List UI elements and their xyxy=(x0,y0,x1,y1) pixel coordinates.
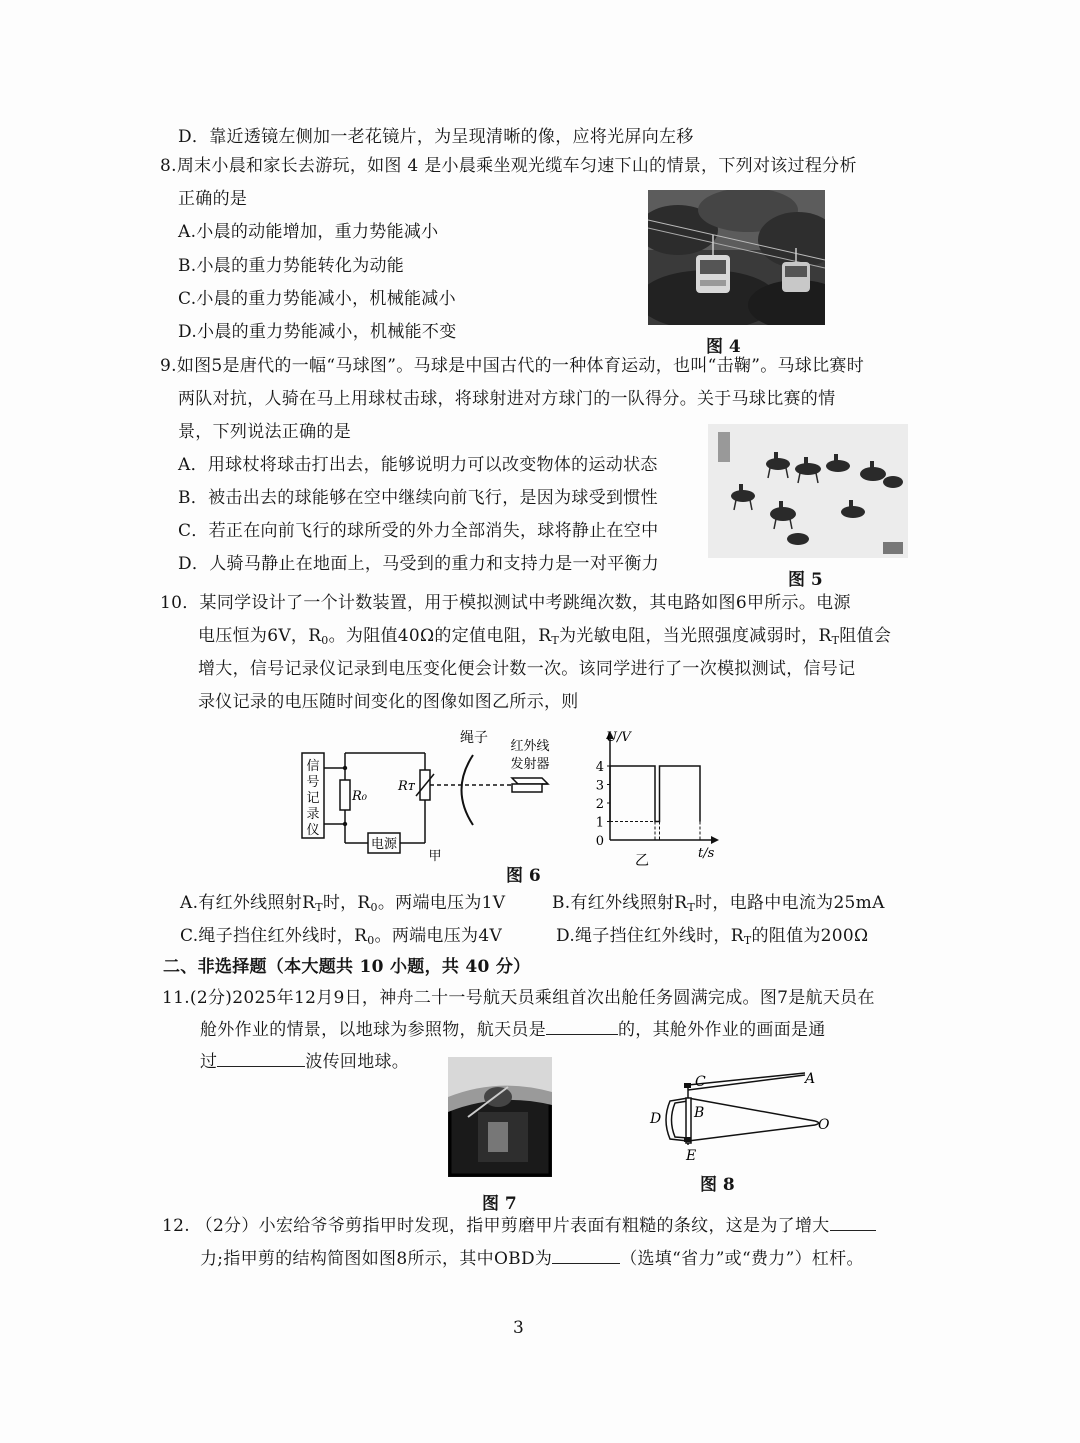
q10-stem-line2: 电压恒为6V，$R_0$。为阻值40Ω的定值电阻，$R_T$为光敏电阻，当光照强度减弱时，$R_T$阻值会 xyxy=(198,626,892,647)
q8-stem-line2: 正确的是 xyxy=(178,189,248,209)
q8-option-b: B.小晨的重力势能转化为动能 xyxy=(178,256,405,276)
emitter-label-1: 红外线 xyxy=(510,739,550,754)
recorder-char: 记 xyxy=(306,791,320,806)
fig6-circuit-diagram xyxy=(290,720,570,870)
y-axis-label: U/V xyxy=(606,730,631,745)
q11-stem-line1: 11.(2分)2025年12月9日，神舟二十一号航天员乘组首次出舱任务圆满完成。图7是航天员在 xyxy=(162,988,875,1008)
q10-stem-line1: 10．某同学设计了一个计数装置，用于模拟测试中考跳绳次数，其电路如图6甲所示。电源 xyxy=(160,593,851,613)
y-tick-label: 0 xyxy=(595,834,604,849)
astronaut-photo xyxy=(448,1057,552,1177)
y-tick-label: 2 xyxy=(595,797,604,812)
yi-label: 乙 xyxy=(635,853,649,869)
q9-stem-line2: 两队对抗，人骑在马上用球杖击球，将球射进对方球门的一队得分。关于马球比赛的情 xyxy=(178,389,836,409)
q8-stem-line1: 8.周末小晨和家长去游玩，如图 4 是小晨乘坐观光缆车匀速下山的情景，下列对该过程分析 xyxy=(160,156,857,176)
q12-stem-line1: 12. （2分）小宏给爷爷剪指甲时发现，指甲剪磨甲片表面有粗糙的条纹，这是为了增大 xyxy=(162,1216,876,1236)
q10-option-c: C.绳子挡住红外线时，$R_0$。两端电压为4V xyxy=(180,926,503,947)
q10-stem-line4: 录仪记录的电压随时间变化的图像如图乙所示，则 xyxy=(198,692,579,712)
label-a: A xyxy=(805,1071,816,1087)
fig6-voltage-graph xyxy=(580,725,730,870)
fig6-caption: 图 6 xyxy=(506,866,541,886)
q11-stem-line2: 舱外作业的情景，以地球为参照物，航天员是 的，其舱外作业的画面是通 xyxy=(200,1020,826,1040)
q10-option-b: B.有红外线照射$R_T$时，电路中电流为25mA xyxy=(552,893,885,914)
q9-option-d: D．人骑马静止在地面上，马受到的重力和支持力是一对平衡力 xyxy=(178,554,660,574)
polo-painting xyxy=(708,424,908,558)
q9-option-b: B．被击出去的球能够在空中继续向前飞行，是因为球受到惯性 xyxy=(178,488,658,508)
x-axis-label: t/s xyxy=(698,846,715,861)
q9-stem-line1: 9.如图5是唐代的一幅“马球图”。马球是中国古代的一种体育运动，也叫“击鞠”。马球比赛时 xyxy=(160,356,864,376)
recorder-char: 号 xyxy=(306,775,320,790)
y-tick-label: 3 xyxy=(595,778,604,794)
fig5-caption: 图 5 xyxy=(788,570,823,590)
q12-blank-1 xyxy=(830,1230,876,1231)
recorder-char: 仪 xyxy=(306,823,320,838)
section2-title: 二、非选择题（本大题共 10 小题，共 40 分） xyxy=(163,957,531,977)
q12-stem-line2: 力;指甲剪的结构简图如图8所示，其中OBD为 （选填“省力”或“费力”）杠杆。 xyxy=(200,1249,864,1269)
q11-blank-2 xyxy=(217,1066,305,1067)
q8-option-a: A.小晨的动能增加，重力势能减小 xyxy=(178,222,439,242)
y-tick-label: 1 xyxy=(595,815,604,831)
label-b: B xyxy=(694,1105,705,1121)
rope-label: 绳子 xyxy=(460,730,488,746)
q8-option-c: C.小晨的重力势能减小，机械能减小 xyxy=(178,289,456,309)
q10-option-d: D.绳子挡住红外线时，$R_T$的阻值为200Ω xyxy=(556,926,869,947)
fig8-nail-clipper-diagram xyxy=(640,1065,840,1165)
emitter-label-2: 发射器 xyxy=(510,757,550,772)
q7-option-d: D．靠近透镜左侧加一老花镜片，为呈现清晰的像，应将光屏向左移 xyxy=(178,127,694,147)
q10-option-a: A.有红外线照射$R_T$时，$R_0$。两端电压为1V xyxy=(180,893,506,914)
q9-option-c: C．若正在向前飞行的球所受的外力全部消失，球将静止在空中 xyxy=(178,521,659,541)
recorder-char: 录 xyxy=(306,807,320,822)
q9-option-a: A．用球杖将球击打出去，能够说明力可以改变物体的运动状态 xyxy=(178,455,658,475)
page-number: 3 xyxy=(513,1318,525,1338)
fig8-caption: 图 8 xyxy=(700,1175,735,1195)
label-e: E xyxy=(686,1148,697,1164)
label-d: D xyxy=(650,1111,662,1127)
fig7-caption: 图 7 xyxy=(482,1194,517,1214)
voltage-series-line xyxy=(610,766,700,822)
q11-stem-line3: 过 波传回地球。 xyxy=(200,1052,410,1072)
jia-label: 甲 xyxy=(428,849,442,864)
cable-car-photo xyxy=(648,190,825,325)
x-axis-arrow xyxy=(711,836,719,844)
power-label: 电源 xyxy=(370,837,398,852)
q9-stem-line3: 景，下列说法正确的是 xyxy=(178,422,351,442)
rt-label: Rᴛ xyxy=(398,779,415,794)
fig4-caption: 图 4 xyxy=(706,337,741,357)
label-c: C xyxy=(695,1074,706,1090)
r0-label: R₀ xyxy=(352,789,367,804)
y-tick-label: 4 xyxy=(595,760,604,775)
q8-option-d: D.小晨的重力势能减小，机械能不变 xyxy=(178,322,457,342)
recorder-char: 信 xyxy=(306,759,320,774)
q10-stem-line3: 增大，信号记录仪记录到电压变化便会计数一次。该同学进行了一次模拟测试，信号记 xyxy=(198,659,856,679)
q11-blank-1 xyxy=(546,1034,618,1035)
q12-blank-2 xyxy=(552,1263,620,1264)
label-o: O xyxy=(818,1117,830,1133)
